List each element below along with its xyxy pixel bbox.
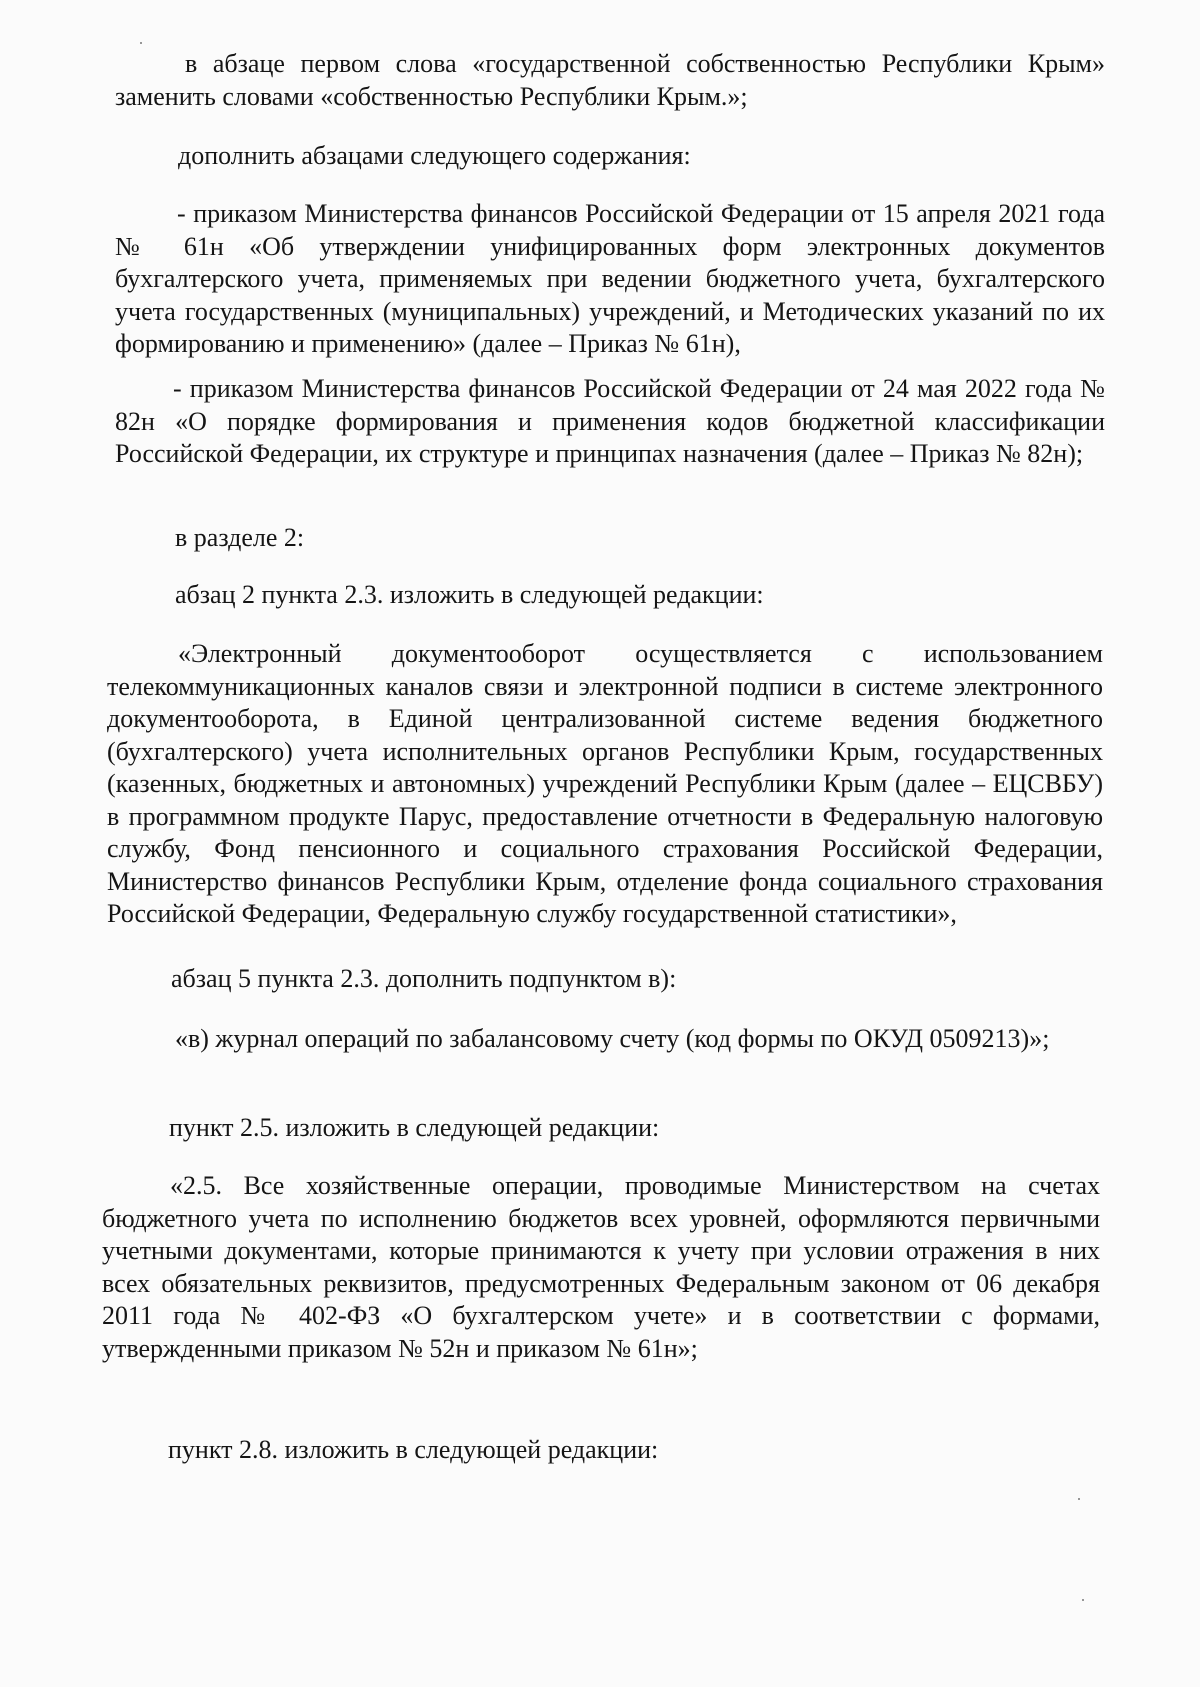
paragraph: - приказом Министерства финансов Российской Федерации от 15 апреля 2021 года № 61н «Об утверждении унифицированных форм электронных документов бухгалтерского учета, применяемых при ведении бюджетного учета, бухгалтерского учета государственных (муниципальных) учреждений, и Методических указаний по их формированию и применению» (далее – Приказ № 61н), — [115, 199, 1105, 358]
paragraph: пункт 2.5. изложить в следующей редакции: — [169, 1113, 660, 1142]
paragraph: «Электронный документооборот осуществляется с использованием телекоммуникационных каналов связи и электронной подписи в системе электронного документооборота, в Единой централизованной системе ведения бюджетного (бухгалтерского) учета исполнительных органов Республики Крым, государственных (казенных, бюджетных и автономных) учреждений Республики Крым (далее – ЕЦСВБУ) в программном продукте Парус, предоставление отчетности в Федеральную налоговую службу, Фонд пенсионного и социального страхования Российской Федерации, Министерство финансов Республики Крым, отделение фонда социального страхования Российской Федерации, Федеральную службу государственной статистики», — [107, 639, 1103, 928]
paragraph: абзац 5 пункта 2.3. дополнить подпунктом в): — [171, 964, 677, 993]
paragraph: «2.5. Все хозяйственные операции, проводимые Министерством на счетах бюджетного учета по исполнению бюджетов всех уровней, оформляются первичными учетными документами, которые принимаются к учету при условии отражения в них всех обязательных реквизитов, предусмотренных Федеральным законом от 06 декабря 2011 года № 402-ФЗ «О бухгалтерском учете» и в соответствии с формами, утвержденными приказом № 52н и приказом № 61н»; — [102, 1171, 1100, 1363]
paragraph: абзац 2 пункта 2.3. изложить в следующей редакции: — [175, 580, 764, 609]
paragraph: в разделе 2: — [175, 523, 305, 552]
paragraph: пункт 2.8. изложить в следующей редакции: — [168, 1435, 659, 1464]
paragraph: «в) журнал операций по забалансовому счету (код формы по ОКУД 0509213)»; — [175, 1024, 1050, 1053]
scan-speck — [1082, 1599, 1084, 1601]
scan-speck — [1078, 1498, 1080, 1500]
paragraph: дополнить абзацами следующего содержания: — [178, 141, 691, 170]
scan-speck — [140, 42, 142, 44]
paragraph: в абзаце первом слова «государственной собственностью Республики Крым» заменить словами «собственностью Республики Крым.»; — [115, 49, 1105, 111]
paragraph: - приказом Министерства финансов Российской Федерации от 24 мая 2022 года № 82н «О порядке формирования и применения кодов бюджетной классификации Российской Федерации, их структуре и принципах назначения (далее – Приказ № 82н); — [115, 374, 1105, 468]
